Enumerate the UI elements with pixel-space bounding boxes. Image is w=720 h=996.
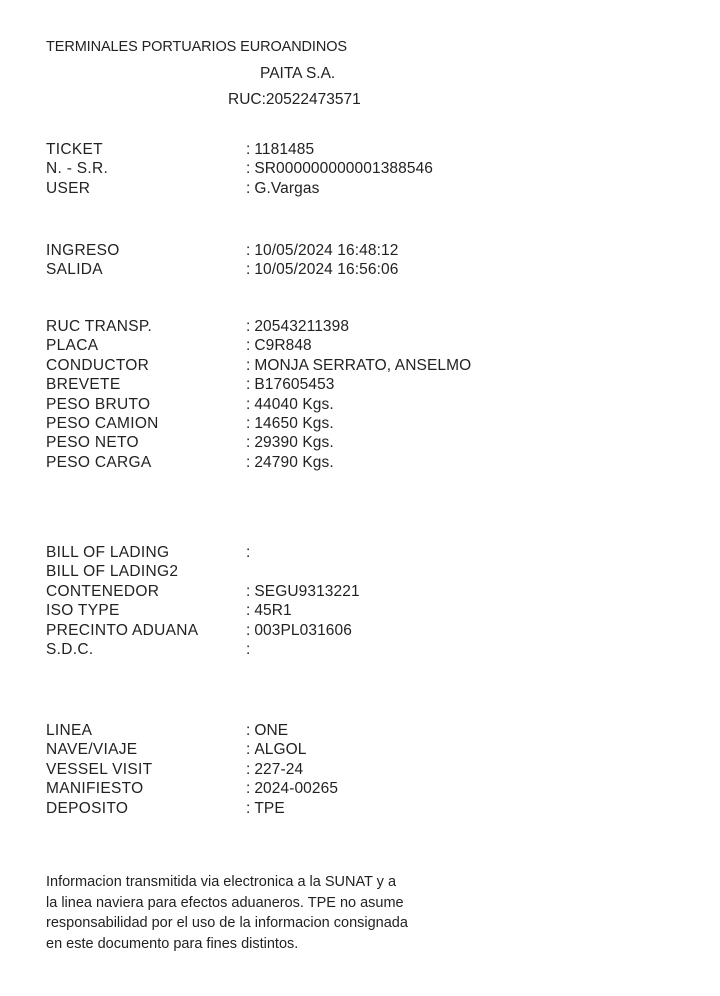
field-label: NAVE/VIAJE — [46, 741, 138, 759]
field-label: SALIDA — [46, 261, 103, 279]
field-separator: : — [246, 741, 251, 759]
field-value: 20543211398 — [254, 318, 350, 335]
field-label: PESO CAMION — [46, 414, 159, 432]
field-separator: : — [246, 318, 251, 335]
field-row — [46, 356, 471, 375]
company-name: TERMINALES PORTUARIOS EUROANDINOS — [46, 39, 347, 55]
field-row — [46, 779, 338, 798]
field-row — [46, 621, 360, 640]
field-label: LINEA — [46, 722, 93, 739]
field-separator: : — [246, 356, 251, 374]
field-separator: : — [246, 760, 251, 778]
field-value: G.Vargas — [254, 179, 320, 197]
field-value: TPE — [254, 799, 285, 817]
field-separator: : — [246, 602, 251, 620]
field-separator: : — [246, 799, 251, 817]
field-separator: : — [246, 414, 251, 432]
disclaimer-line: en este documento para fines distintos. — [46, 935, 299, 952]
field-separator: : — [246, 179, 251, 197]
field-value: 44040 Kgs. — [254, 395, 334, 413]
field-group — [46, 140, 433, 198]
field-row — [46, 317, 471, 336]
field-row — [46, 582, 360, 601]
field-separator: : — [246, 141, 251, 158]
disclaimer-line: la linea naviera para efectos aduaneros. TPE no asume — [46, 894, 404, 911]
field-label: CONTENEDOR — [46, 582, 160, 600]
field-value: 24790 Kgs. — [254, 453, 334, 471]
field-label: MANIFIESTO — [46, 780, 144, 798]
field-label: PESO CARGA — [46, 453, 152, 471]
field-row — [46, 414, 471, 433]
company-city: PAITA S.A. — [260, 65, 336, 82]
field-separator: : — [246, 337, 251, 355]
field-separator: : — [246, 621, 251, 639]
field-row — [46, 260, 398, 279]
field-label: BILL OF LADING — [46, 544, 170, 561]
field-row — [46, 760, 338, 779]
field-separator: : — [246, 242, 251, 259]
field-value: C9R848 — [254, 337, 312, 355]
field-separator: : — [246, 780, 251, 798]
field-separator: : — [246, 640, 251, 658]
field-label: ISO TYPE — [46, 602, 120, 620]
field-value: 227-24 — [254, 760, 304, 778]
field-separator: : — [246, 544, 251, 561]
field-row — [46, 453, 471, 472]
field-label: BILL OF LADING2 — [46, 563, 179, 581]
disclaimer-line: Informacion transmitida via electronica a la SUNAT y a — [46, 874, 397, 890]
field-row — [46, 140, 433, 159]
field-separator: : — [246, 722, 251, 739]
field-row — [46, 640, 360, 659]
field-separator: : — [246, 376, 251, 394]
field-row — [46, 799, 338, 818]
field-group — [46, 241, 398, 280]
field-row — [46, 159, 433, 178]
field-label: PESO BRUTO — [46, 395, 151, 413]
field-value: 45R1 — [254, 602, 292, 620]
field-row — [46, 241, 398, 260]
field-separator: : — [246, 434, 251, 452]
field-row — [46, 740, 338, 759]
field-value: 14650 Kgs. — [254, 414, 334, 432]
field-label: DEPOSITO — [46, 799, 129, 817]
field-value: 1181485 — [254, 141, 315, 158]
field-label: BREVETE — [46, 376, 121, 394]
field-group — [46, 721, 338, 818]
field-value: 003PL031606 — [254, 621, 352, 639]
field-group — [46, 543, 360, 659]
field-label: PLACA — [46, 337, 99, 355]
field-label: CONDUCTOR — [46, 356, 150, 374]
field-label: PESO NETO — [46, 434, 139, 452]
field-value: 29390 Kgs. — [254, 434, 334, 452]
field-row — [46, 562, 360, 581]
field-row — [46, 721, 338, 740]
field-value: MONJA SERRATO, ANSELMO — [254, 356, 472, 374]
field-label: PRECINTO ADUANA — [46, 621, 199, 639]
field-separator: : — [246, 582, 251, 600]
field-row — [46, 179, 433, 198]
disclaimer — [46, 872, 566, 954]
field-row — [46, 336, 471, 355]
field-value: 10/05/2024 16:56:06 — [254, 261, 399, 279]
field-group — [46, 317, 471, 472]
field-separator: : — [246, 453, 251, 471]
company-ruc: RUC:20522473571 — [228, 91, 361, 108]
field-value: SEGU9313221 — [254, 582, 360, 600]
field-label: N. - S.R. — [46, 160, 109, 178]
disclaimer-line: responsabilidad por el uso de la informacion consignada — [46, 915, 408, 932]
field-row — [46, 395, 471, 414]
field-label: RUC TRANSP. — [46, 318, 153, 335]
field-separator: : — [246, 395, 251, 413]
field-row — [46, 433, 471, 452]
field-separator: : — [246, 261, 251, 279]
field-value: SR000000000001388546 — [254, 160, 434, 178]
field-label: TICKET — [46, 141, 103, 158]
field-label: USER — [46, 179, 91, 197]
field-value: ALGOL — [254, 741, 307, 759]
field-value: 2024-00265 — [254, 780, 339, 798]
field-row — [46, 375, 471, 394]
field-label: INGRESO — [46, 242, 120, 259]
field-row — [46, 543, 360, 562]
field-row — [46, 601, 360, 620]
field-separator: : — [246, 160, 251, 178]
field-label: S.D.C. — [46, 640, 94, 658]
field-value: 10/05/2024 16:48:12 — [254, 242, 399, 259]
field-value: B17605453 — [254, 376, 335, 394]
field-value: ONE — [254, 722, 289, 739]
field-label: VESSEL VISIT — [46, 760, 153, 778]
